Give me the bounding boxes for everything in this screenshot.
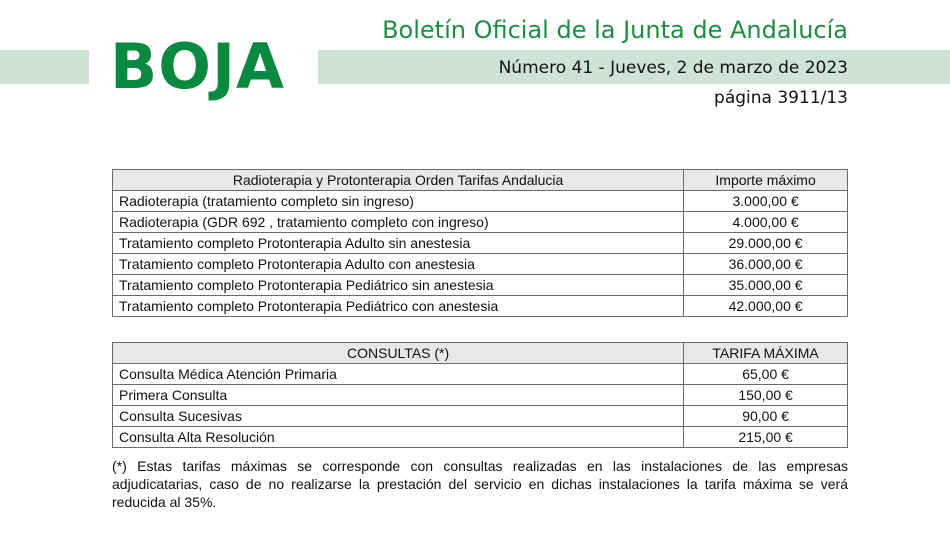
table-row: [113, 212, 848, 233]
table-row: [113, 275, 848, 296]
tariff-cell: 90,00 €: [684, 406, 848, 427]
amount-cell: 35.000,00 €: [684, 275, 848, 296]
treatment-cell: Tratamiento completo Protonterapia Pediátrico con anestesia: [113, 296, 684, 317]
treatment-cell: Radioterapia (GDR 692 , tratamiento completo con ingreso): [113, 212, 684, 233]
table-header-row: [113, 170, 848, 191]
treatment-cell: Tratamiento completo Protonterapia Adulto sin anestesia: [113, 233, 684, 254]
consultation-cell: Consulta Médica Atención Primaria: [113, 364, 684, 385]
boja-logo: BOJA: [110, 30, 286, 103]
table-row: [113, 406, 848, 427]
header-band-left: [0, 50, 89, 84]
tariff-cell: 215,00 €: [684, 427, 848, 448]
consultation-cell: Consulta Alta Resolución: [113, 427, 684, 448]
column-header-consultations: CONSULTAS (*): [113, 343, 684, 364]
issue-line: Número 41 - Jueves, 2 de marzo de 2023: [498, 58, 848, 78]
table-row: [113, 427, 848, 448]
table-row: [113, 254, 848, 275]
treatment-cell: Radioterapia (tratamiento completo sin ingreso): [113, 191, 684, 212]
footnote: (*) Estas tarifas máximas se corresponde con consultas realizadas en las instalaciones de las empresas adjudicatarias, caso de no realizarse la prestación del servicio en dichas instalaciones la tarifa máxima se verá reducida al 35%.: [112, 458, 848, 510]
radiotherapy-tariff-table: [112, 169, 848, 317]
amount-cell: 4.000,00 €: [684, 212, 848, 233]
page-number: página 3911/13: [714, 88, 848, 108]
table-row: [113, 385, 848, 406]
table-row: [113, 233, 848, 254]
treatment-cell: Tratamiento completo Protonterapia Adulto con anestesia: [113, 254, 684, 275]
column-header-treatment: Radioterapia y Protonterapia Orden Tarifas Andalucia: [113, 170, 684, 191]
amount-cell: 3.000,00 €: [684, 191, 848, 212]
column-header-max-tariff: TARIFA MÁXIMA: [684, 343, 848, 364]
amount-cell: 36.000,00 €: [684, 254, 848, 275]
amount-cell: 42.000,00 €: [684, 296, 848, 317]
treatment-cell: Tratamiento completo Protonterapia Pediátrico sin anestesia: [113, 275, 684, 296]
column-header-max-amount: Importe máximo: [684, 170, 848, 191]
consultation-cell: Consulta Sucesivas: [113, 406, 684, 427]
consultation-cell: Primera Consulta: [113, 385, 684, 406]
table-row: [113, 296, 848, 317]
table-row: [113, 364, 848, 385]
consultations-tariff-table: [112, 342, 848, 448]
tariff-cell: 65,00 €: [684, 364, 848, 385]
bulletin-title: Boletín Oficial de la Junta de Andalucía: [382, 16, 848, 44]
table-header-row: [113, 343, 848, 364]
amount-cell: 29.000,00 €: [684, 233, 848, 254]
tariff-cell: 150,00 €: [684, 385, 848, 406]
table-row: [113, 191, 848, 212]
